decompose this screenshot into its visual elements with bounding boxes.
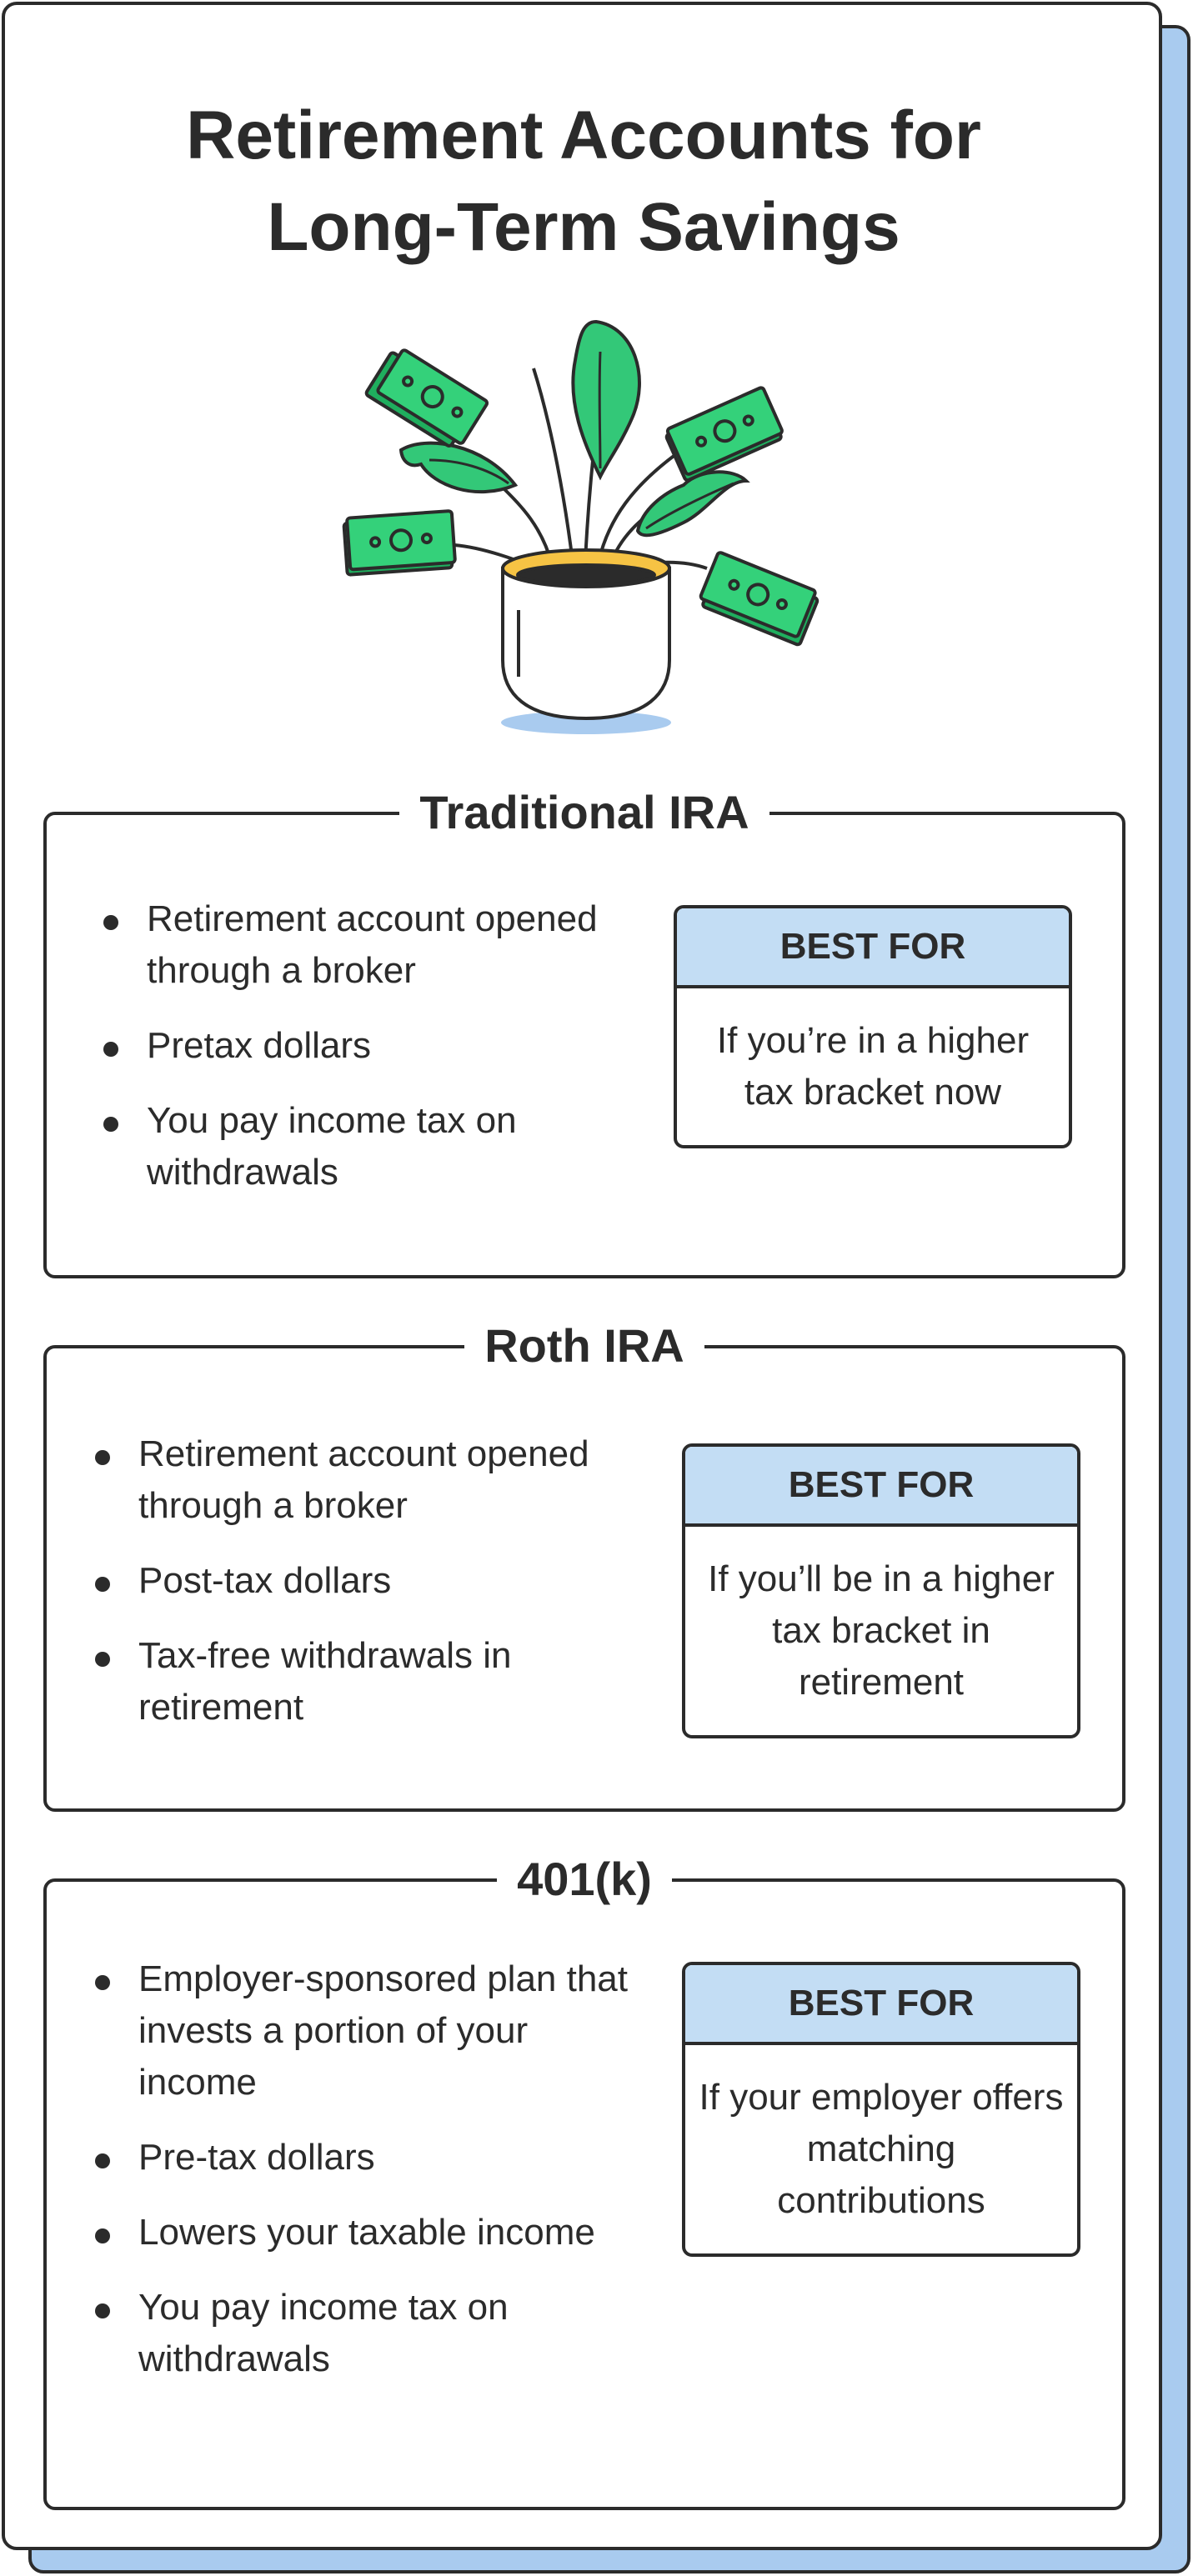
best-for-box [674, 905, 1072, 1148]
list-item: Post-tax dollars [88, 1555, 639, 1607]
section-title: 401(k) [497, 1850, 672, 1908]
section-title-wrap [47, 783, 1122, 842]
section-title-wrap [47, 1850, 1122, 1908]
list-item: Pretax dollars [97, 1020, 647, 1072]
bullet-list [88, 1428, 639, 1757]
section-roth-ira [43, 1319, 1125, 1812]
pot-icon [503, 550, 669, 718]
title-line-2: Long-Term Savings [267, 189, 900, 265]
list-item: Employer-sponsored plan that invests a portion of your income [88, 1953, 639, 2108]
section-title-wrap [47, 1317, 1122, 1375]
best-for-label: BEST FOR [677, 908, 1069, 988]
section-traditional-ira [43, 786, 1125, 1278]
list-item: Retirement account opened through a broker [97, 893, 647, 997]
page-title [0, 90, 1167, 273]
best-for-box [682, 1443, 1080, 1738]
list-item: Lowers your taxable income [88, 2207, 639, 2258]
bullet-list [88, 1953, 639, 2408]
section-title: Roth IRA [464, 1317, 704, 1375]
money-plant-illustration [333, 310, 834, 743]
best-for-label: BEST FOR [685, 1965, 1077, 2045]
best-for-box [682, 1962, 1080, 2257]
list-item: You pay income tax on withdrawals [97, 1095, 647, 1198]
list-item: You pay income tax on withdrawals [88, 2282, 639, 2385]
list-item: Retirement account opened through a broker [88, 1428, 639, 1532]
best-for-text: If you’re in a higher tax bracket now [716, 1020, 1030, 1113]
best-for-text: If your employer offers matching contributions [699, 2077, 1064, 2221]
section-title: Traditional IRA [399, 783, 769, 842]
list-item: Tax-free withdrawals in retirement [88, 1630, 639, 1733]
bullet-list [97, 893, 647, 1222]
title-line-1: Retirement Accounts for [186, 98, 981, 173]
list-item: Pre-tax dollars [88, 2132, 639, 2183]
best-for-label: BEST FOR [685, 1447, 1077, 1527]
best-for-text: If you’ll be in a higher tax bracket in retirement [708, 1558, 1055, 1703]
section-401k [43, 1853, 1125, 2510]
